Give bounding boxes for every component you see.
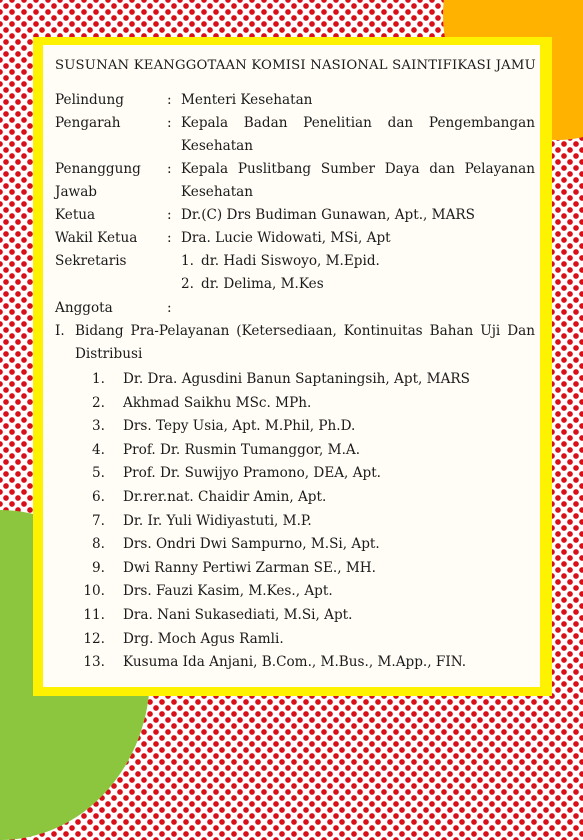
member-name: Kusuma Ida Anjani, B.Com., M.Bus., M.App., FIN. bbox=[123, 654, 467, 671]
member-number: 12. bbox=[83, 630, 105, 647]
list-item bbox=[181, 250, 535, 273]
list-item bbox=[55, 533, 535, 557]
member-name: Drs. Fauzi Kasim, M.Kes., Apt. bbox=[123, 583, 333, 600]
sekretaris-name: dr. Delima, M.Kes bbox=[201, 276, 324, 292]
row-anggota bbox=[55, 297, 535, 320]
colon: : bbox=[167, 207, 172, 223]
label-wakil-ketua: Wakil Ketua bbox=[55, 230, 138, 246]
section-title-line2: Distribusi bbox=[75, 346, 143, 362]
member-number: 4. bbox=[92, 441, 105, 458]
list-item bbox=[55, 415, 535, 439]
label-jawab: Jawab bbox=[55, 184, 97, 200]
sekretaris-number: 1. bbox=[181, 253, 194, 269]
member-number: 3. bbox=[92, 418, 105, 435]
member-number: 2. bbox=[92, 394, 105, 411]
sekretaris-name: dr. Hadi Siswoyo, M.Epid. bbox=[201, 253, 380, 269]
member-number: 13. bbox=[83, 654, 105, 671]
colon: : bbox=[167, 161, 172, 177]
member-name: Prof. Dr. Rusmin Tumanggor, M.A. bbox=[123, 441, 361, 458]
document-content bbox=[55, 58, 535, 675]
list-item bbox=[55, 557, 535, 581]
member-number: 11. bbox=[83, 606, 105, 623]
member-name: Dra. Nani Sukasediati, M.Si, Apt. bbox=[123, 606, 353, 623]
list-item bbox=[55, 628, 535, 652]
member-name: Drs. Ondri Dwi Sampurno, M.Si, Apt. bbox=[123, 536, 380, 553]
list-item bbox=[55, 368, 535, 392]
row-ketua bbox=[55, 204, 535, 227]
label-sekretaris: Sekretaris bbox=[55, 253, 127, 269]
row-wakil-ketua bbox=[55, 227, 535, 250]
label-pengarah: Pengarah bbox=[55, 115, 121, 131]
list-item bbox=[55, 462, 535, 486]
list-item bbox=[55, 604, 535, 628]
list-item bbox=[181, 273, 535, 296]
member-list bbox=[55, 368, 535, 675]
member-number: 5. bbox=[92, 465, 105, 482]
member-name: Dr. Ir. Yuli Widiyastuti, M.P. bbox=[123, 512, 312, 529]
list-item bbox=[55, 392, 535, 416]
member-name: Drs. Tepy Usia, Apt. M.Phil, Ph.D. bbox=[123, 418, 356, 435]
label-anggota: Anggota bbox=[55, 300, 113, 316]
list-item bbox=[55, 439, 535, 463]
section-number: I. bbox=[55, 323, 65, 339]
member-name: Akhmad Saikhu MSc. MPh. bbox=[123, 394, 312, 411]
section-heading bbox=[55, 320, 535, 366]
colon: : bbox=[167, 300, 172, 316]
label-ketua: Ketua bbox=[55, 207, 96, 223]
member-number: 10. bbox=[83, 583, 105, 600]
member-name: Dr. Dra. Agusdini Banun Saptaningsih, Apt, MARS bbox=[123, 371, 470, 387]
row-penanggung-jawab bbox=[55, 158, 535, 204]
member-name: Dwi Ranny Pertiwi Zarman SE., MH. bbox=[123, 559, 376, 576]
colon: : bbox=[167, 230, 172, 246]
member-name: Dr.rer.nat. Chaidir Amin, Apt. bbox=[123, 488, 327, 505]
colon: : bbox=[167, 92, 172, 108]
label-pelindung: Pelindung bbox=[55, 92, 124, 108]
row-pelindung bbox=[55, 89, 535, 112]
list-item bbox=[55, 580, 535, 604]
member-name: Prof. Dr. Suwijyo Pramono, DEA, Apt. bbox=[123, 465, 382, 482]
value-pengarah-line2: Kesehatan bbox=[181, 138, 254, 154]
label-penanggung: Penanggung bbox=[55, 161, 141, 177]
member-number: 6. bbox=[92, 488, 105, 505]
list-item bbox=[55, 486, 535, 510]
value-ketua: Dr.(C) Drs Budiman Gunawan, Apt., MARS bbox=[181, 207, 475, 223]
list-item bbox=[55, 510, 535, 534]
list-item bbox=[55, 651, 535, 675]
member-number: 1. bbox=[92, 371, 105, 387]
value-wakil-ketua: Dra. Lucie Widowati, MSi, Apt bbox=[181, 230, 391, 246]
section-title-line1: Bidang Pra-Pelayanan (Ketersediaan, Kontinuitas Bahan Uji Dan bbox=[75, 323, 535, 339]
colon: : bbox=[167, 115, 172, 131]
value-pelindung: Menteri Kesehatan bbox=[181, 92, 313, 108]
member-number: 7. bbox=[92, 512, 105, 529]
document-title: SUSUNAN KEANGGOTAAN KOMISI NASIONAL SAINTIFIKASI JAMU bbox=[55, 58, 536, 73]
value-pengarah-line1: Kepala Badan Penelitian dan Pengembangan bbox=[181, 115, 535, 131]
member-number: 8. bbox=[92, 536, 105, 553]
value-penanggung-line2: Kesehatan bbox=[181, 184, 254, 200]
sekretaris-number: 2. bbox=[181, 276, 194, 292]
row-sekretaris bbox=[55, 250, 535, 296]
value-penanggung-line1: Kepala Puslitbang Sumber Daya dan Pelayanan bbox=[181, 161, 535, 177]
member-number: 9. bbox=[92, 559, 105, 576]
row-pengarah bbox=[55, 112, 535, 158]
member-name: Drg. Moch Agus Ramli. bbox=[123, 630, 284, 647]
